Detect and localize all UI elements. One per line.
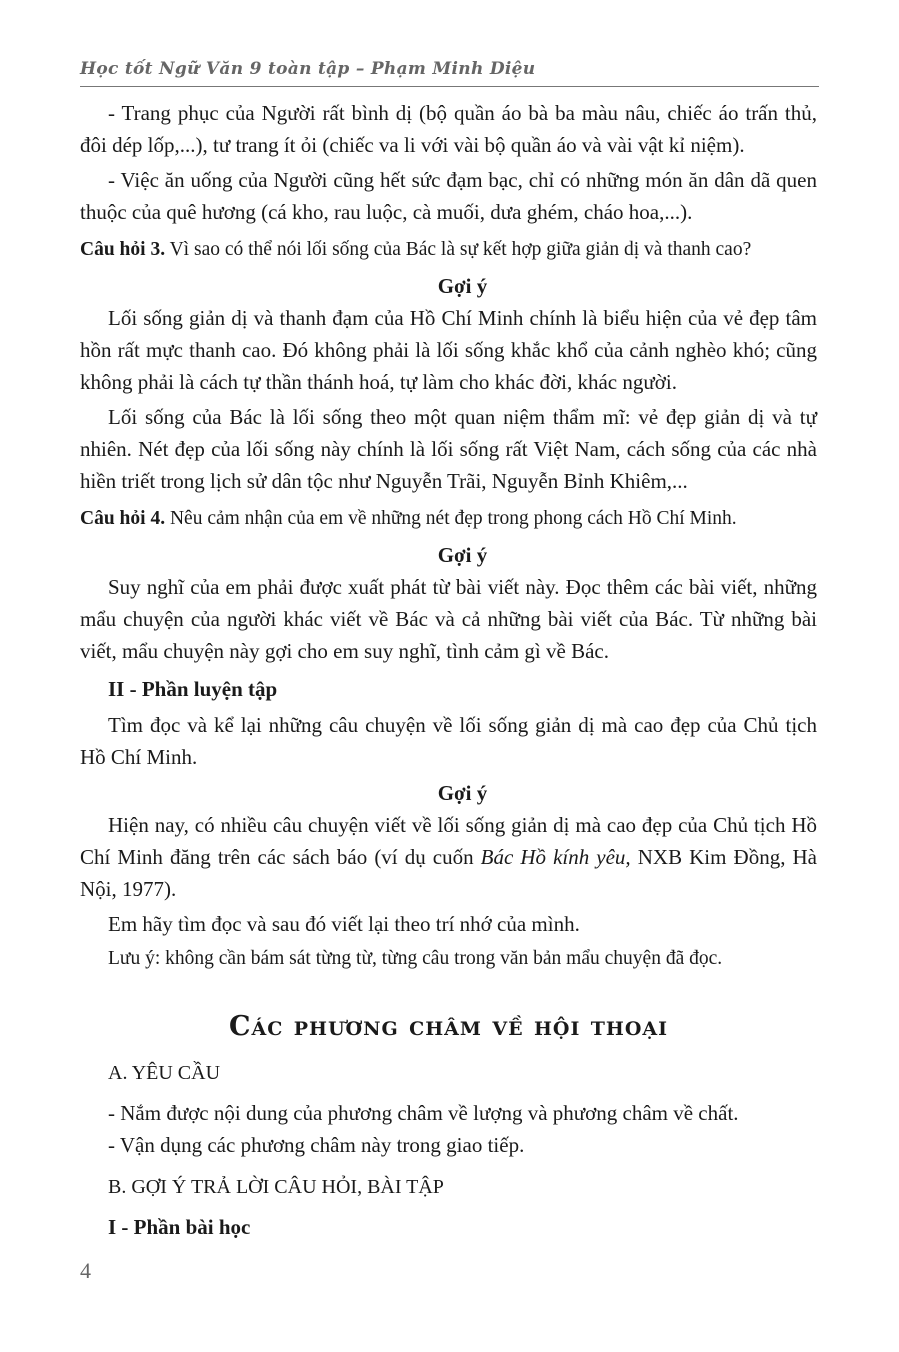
practice-answer-text-b: NXB Kim Đồng, Hà Nội, 1977).	[80, 845, 817, 901]
paragraph-answer-3a: Lối sống giản dị và thanh đạm của Hồ Chí Minh chính là biểu hiện của vẻ đẹp tâm hồn rất mực thanh cao. Đó không phải là lối sống khắc khổ của cảnh nghèo khó; cũng không phải là cách tự thần thánh hoá, tự làm cho khác đời, khác người.	[80, 306, 817, 394]
running-header: Học tốt Ngữ Văn 9 toàn tập – Phạm Minh Diệu	[80, 59, 536, 79]
paragraph-note: Lưu ý: không cần bám sát từng từ, từng câu trong văn bản mẩu chuyện đã đọc.	[108, 948, 723, 969]
hint-heading-2: Gợi ý	[437, 543, 488, 567]
paragraph-practice-answer	[80, 809, 817, 905]
section-b-heading: B. GỢI Ý TRẢ LỜI CÂU HỎI, BÀI TẬP	[108, 1176, 444, 1198]
page-number: 4	[80, 1258, 91, 1283]
question-4-text: Nêu cảm nhận của em về những nét đẹp trong phong cách Hồ Chí Minh.	[165, 508, 737, 529]
requirement-2: - Vận dụng các phương châm này trong giao tiếp.	[108, 1133, 525, 1157]
question-3	[80, 234, 817, 266]
section-a-heading: A. YÊU CẦU	[108, 1062, 221, 1084]
hint-heading-1: Gợi ý	[437, 274, 488, 298]
paragraph-answer-3b: Lối sống của Bác là lối sống theo một quan niệm thẩm mĩ: vẻ đẹp giản dị và tự nhiên. Nét đẹp của lối sống này chính là lối sống rất Việt Nam, cách sống của các nhà hiền triết trong lịch sử dân tộc như Nguyễn Trãi, Nguyễn Bỉnh Khiêm,...	[80, 405, 817, 493]
paragraph-clothing: - Trang phục của Người rất bình dị (bộ quần áo bà ba màu nâu, chiếc áo trấn thủ, đôi dép lốp,...), tư trang ít ỏi (chiếc va li với vài bộ quần áo và vài vật kỉ niệm).	[80, 101, 817, 157]
question-3-label: Câu hỏi 3.	[80, 239, 166, 260]
lesson-part-heading: I - Phần bài học	[108, 1215, 251, 1239]
paragraph-read-instruction: Em hãy tìm đọc và sau đó viết lại theo trí nhớ của mình.	[108, 912, 580, 936]
page-body	[80, 97, 817, 1247]
hint-heading-3: Gợi ý	[437, 781, 488, 805]
question-4	[80, 503, 817, 535]
question-3-text: Vì sao có thể nói lối sống của Bác là sự kết hợp giữa giản dị và thanh cao?	[165, 239, 752, 260]
header-rule	[80, 86, 819, 87]
practice-heading: II - Phần luyện tập	[108, 677, 278, 701]
question-4-label: Câu hỏi 4.	[80, 508, 166, 529]
practice-answer-text-a: Hiện nay, có nhiều câu chuyện viết về lối sống giản dị mà cao đẹp của Chủ tịch Hồ Chí Minh đăng trên các sách báo (ví dụ cuốn	[80, 813, 817, 869]
paragraph-answer-4: Suy nghĩ của em phải được xuất phát từ bài viết này. Đọc thêm các bài viết, những mẩu chuyện của người khác viết về Bác và cả những bài viết của Bác. Từ những bài viết, mẩu chuyện này gợi cho em suy nghĩ, tình cảm gì về Bác.	[80, 575, 817, 663]
book-title: Bác Hồ kính yêu,	[480, 845, 631, 869]
requirement-1: - Nắm được nội dung của phương châm về lượng và phương châm về chất.	[108, 1101, 739, 1125]
paragraph-practice-task: Tìm đọc và kể lại những câu chuyện về lối sống giản dị mà cao đẹp của Chủ tịch Hồ Chí Minh.	[80, 713, 817, 769]
paragraph-food: - Việc ăn uống của Người cũng hết sức đạm bạc, chỉ có những món ăn dân dã quen thuộc của quê hương (cá kho, rau luộc, cà muối, dưa ghém, cháo hoa,...).	[80, 168, 817, 224]
chapter-title: Các phương châm về hội thoại	[228, 1011, 669, 1042]
